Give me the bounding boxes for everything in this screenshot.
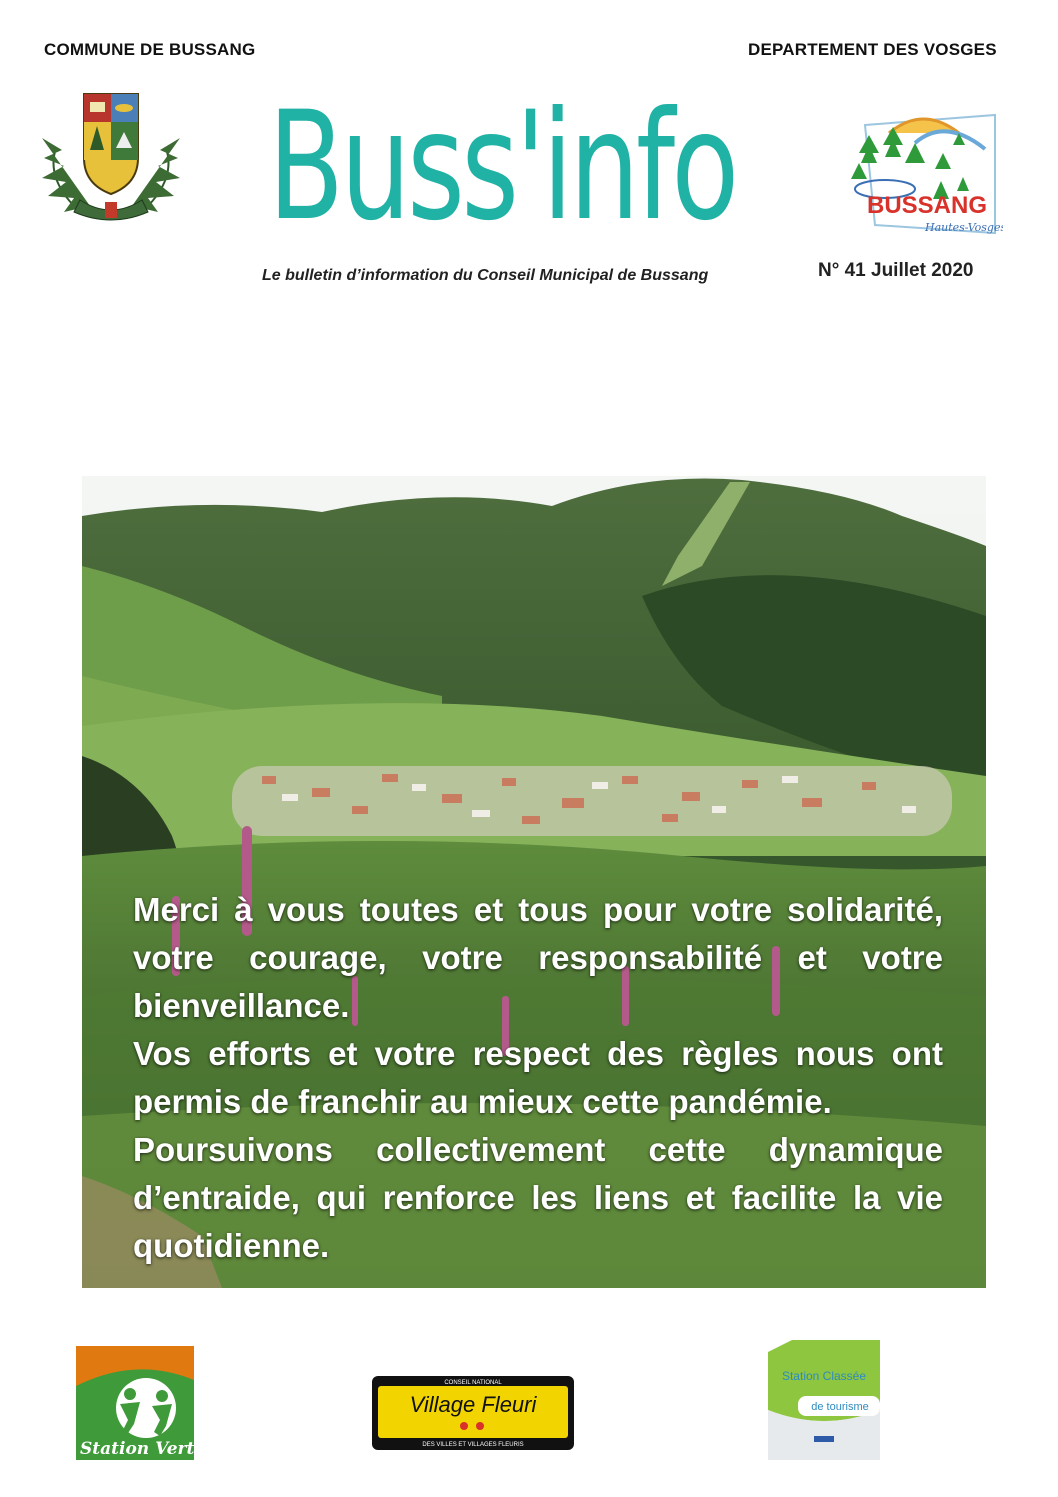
subtitle: Le bulletin d’information du Conseil Municipal de Bussang: [262, 267, 709, 284]
commune-label: COMMUNE DE BUSSANG: [44, 40, 256, 59]
issue-number: N° 41 Juillet 2020: [818, 260, 974, 281]
station-classee-logo: [768, 1340, 880, 1460]
departement-label: DEPARTEMENT DES VOSGES: [748, 40, 997, 59]
village-fleuri-text: Village Fleuri: [409, 1392, 537, 1417]
bussang-logo-text: BUSSANG: [867, 192, 988, 219]
station-classee-text-2: de tourisme: [811, 1401, 869, 1413]
village-fleuri-logo: [372, 1376, 574, 1450]
station-verte-logo: [76, 1346, 194, 1460]
message-text: [133, 886, 943, 1270]
station-classee-text-1: Station Classée: [781, 1369, 867, 1383]
coat-of-arms-icon: [36, 88, 186, 226]
message-paragraph-3: Poursuivons collectivement cette dynamique d’entraide, qui renforce les liens et facilite la vie quotidienne.: [133, 1131, 943, 1264]
bussang-tourism-logo: [845, 105, 1003, 243]
bussang-logo-sub: Hautes-Vosges: [925, 221, 1003, 234]
village-fleuri-bottom-text: DES VILLES ET VILLAGES FLEURIS: [422, 1442, 524, 1448]
newsletter-title: Buss'info: [268, 80, 736, 254]
village-fleuri-top-text: CONSEIL NATIONAL: [444, 1380, 502, 1386]
message-paragraph-1: Merci à vous toutes et tous pour votre solidarité, votre courage, votre responsabilité et votre bienveillance.: [133, 891, 943, 1024]
station-verte-text: Station Verte: [80, 1439, 194, 1459]
message-paragraph-2: Vos efforts et votre respect des règles nous ont permis de franchir au mieux cette pandémie.: [133, 1035, 943, 1120]
